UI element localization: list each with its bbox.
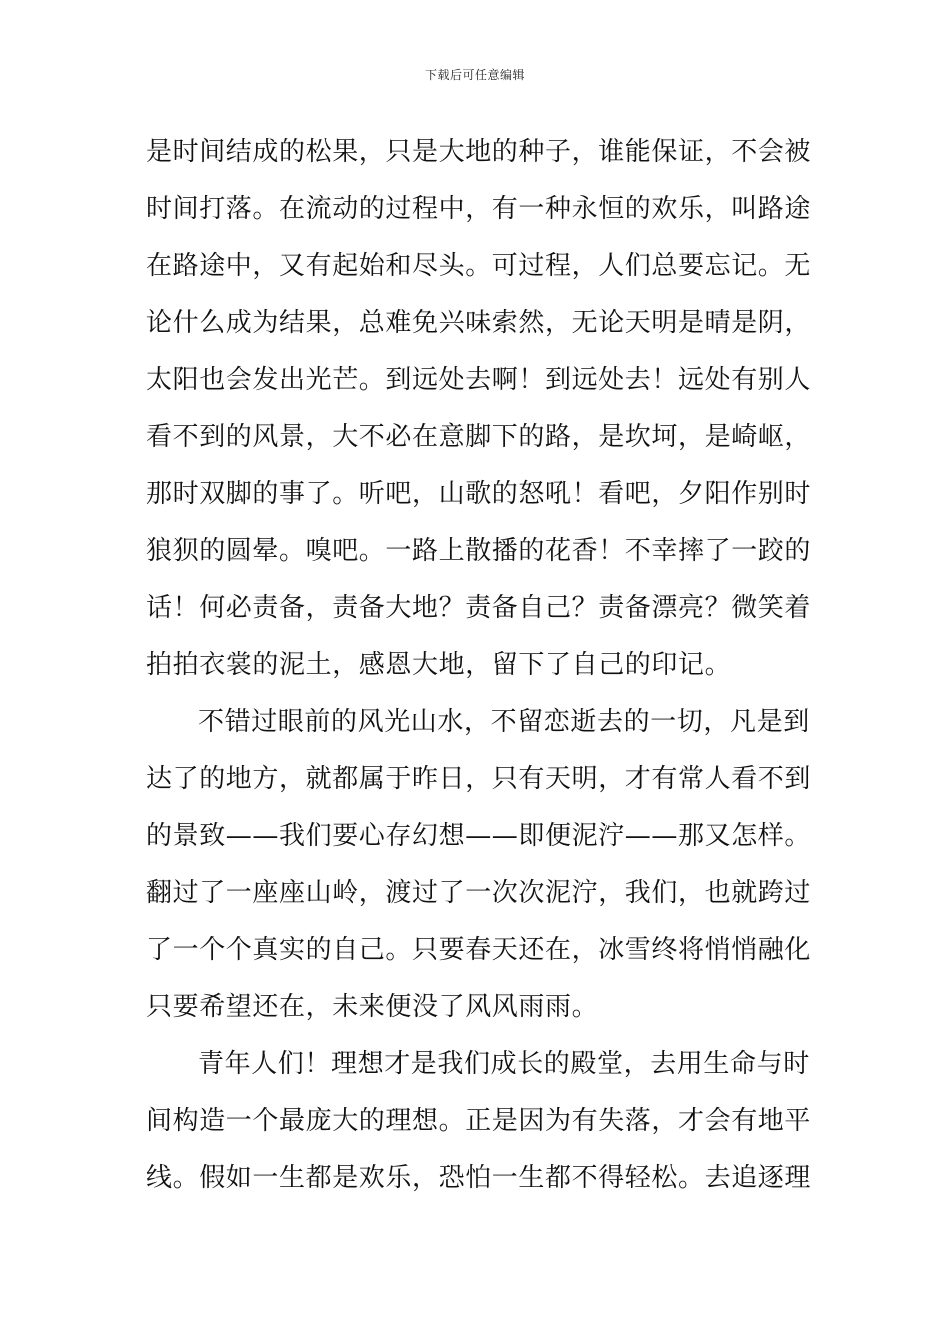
paragraph-2 — [146, 694, 816, 1036]
text-line: 时间打落。在流动的过程中，有一种永恒的欢乐，叫路途 — [146, 194, 812, 224]
paragraph-1 — [146, 124, 816, 694]
text-line: 在路途中，又有起始和尽头。可过程，人们总要忘记。无 — [146, 251, 812, 281]
text-line: 了一个个真实的自己。只要春天还在，冰雪终将悄悄融化 — [146, 935, 812, 965]
text-line: 拍拍衣裳的泥土，感恩大地，留下了自己的印记。 — [146, 650, 732, 680]
text-line: 话！何必责备，责备大地？责备自己？责备漂亮？微笑着 — [146, 593, 812, 623]
text-line: 的景致——我们要心存幻想——即便泥泞——那又怎样。 — [146, 821, 812, 851]
text-line: 翻过了一座座山岭，渡过了一次次泥泞，我们，也就跨过 — [146, 878, 812, 908]
document-body — [146, 124, 816, 1207]
text-line: 线。假如一生都是欢乐，恐怕一生都不得轻松。去追逐理 — [146, 1163, 812, 1193]
text-line: 只要希望还在，未来便没了风风雨雨。 — [146, 992, 599, 1022]
text-line: 不错过眼前的风光山水，不留恋逝去的一切，凡是到 — [198, 707, 810, 737]
text-line: 间构造一个最庞大的理想。正是因为有失落，才会有地平 — [146, 1106, 812, 1136]
text-line: 青年人们！理想才是我们成长的殿堂，去用生命与时 — [198, 1049, 810, 1079]
text-line: 那时双脚的事了。听吧，山歌的怒吼！看吧，夕阳作别时 — [146, 479, 812, 509]
page-header: 下载后可任意编辑 — [424, 68, 525, 82]
text-line: 论什么成为结果，总难免兴味索然，无论天明是晴是阴， — [146, 308, 812, 338]
text-line: 看不到的风景，大不必在意脚下的路，是坎坷，是崎岖， — [146, 422, 812, 452]
paragraph-3 — [146, 1036, 816, 1207]
text-line: 达了的地方，就都属于昨日，只有天明，才有常人看不到 — [146, 764, 812, 794]
text-line: 太阳也会发出光芒。到远处去啊！到远处去！远处有别人 — [146, 365, 812, 395]
text-line: 狼狈的圆晕。嗅吧。一路上散播的花香！不幸摔了一跤的 — [146, 536, 812, 566]
text-line: 是时间结成的松果，只是大地的种子，谁能保证，不会被 — [146, 137, 812, 167]
